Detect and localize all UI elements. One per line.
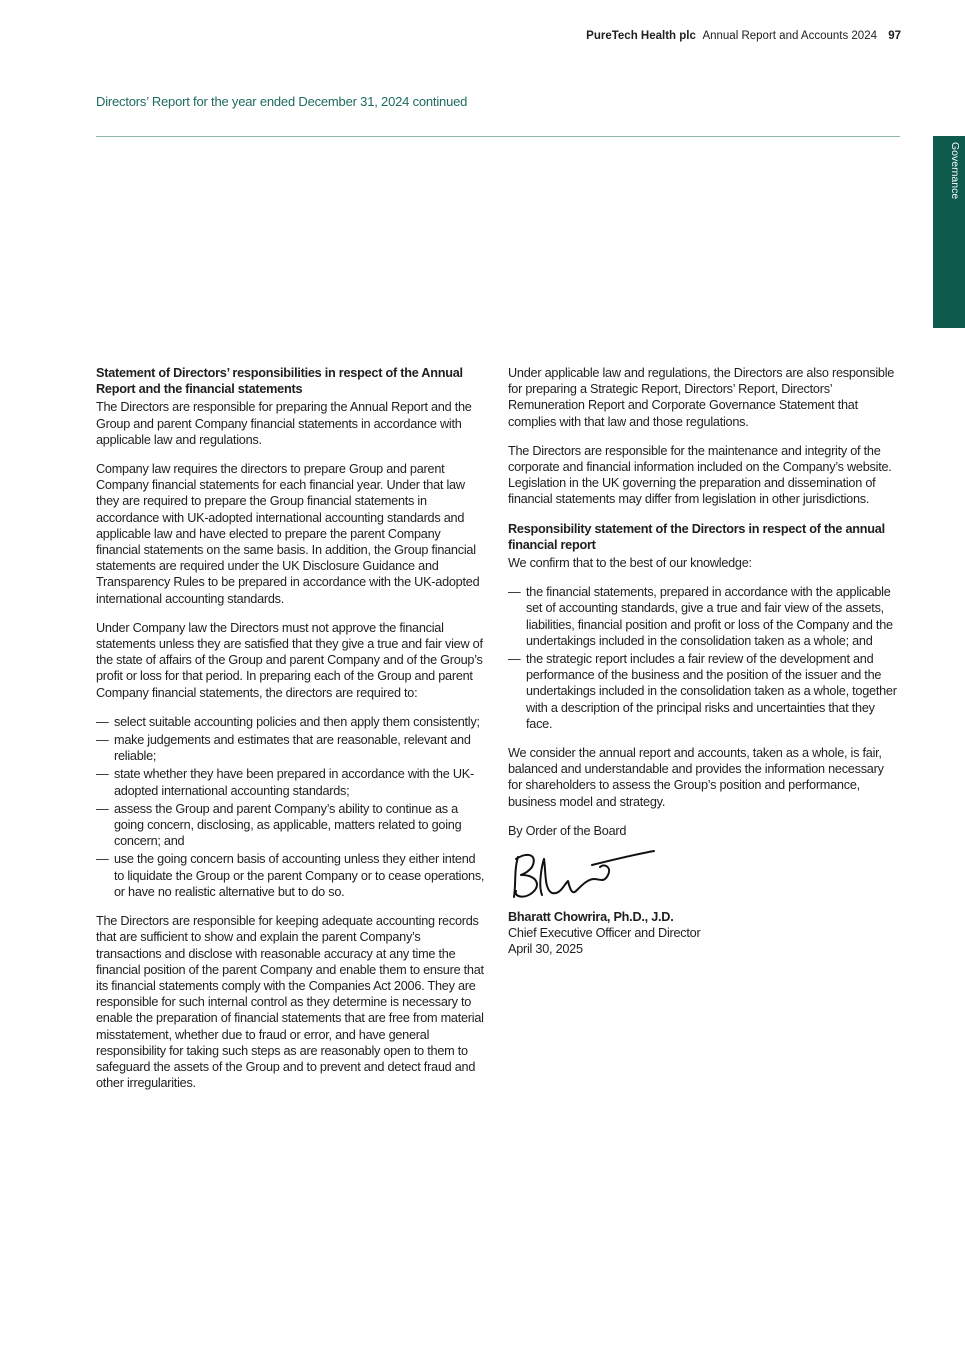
header-divider — [96, 136, 900, 137]
by-order-text: By Order of the Board — [508, 823, 627, 838]
list-item: — assess the Group and parent Company’s ability to continue as a going concern, disclosing, as applicable, matters related to going concern; and — [96, 801, 488, 850]
right-column — [508, 365, 900, 958]
right-paragraph-4: We consider the annual report and accounts, taken as a whole, is fair, balanced and understandable and provides the information necessary for shareholders to assess the Group’s position and performance, business model and strategy. — [508, 746, 884, 809]
left-paragraph-2: Company law requires the directors to prepare Group and parent Company financial statements for each financial year. Under that law they are required to prepare the Group financial statements in accordance with UK-adopted international accounting standards and applicable law and have elected to prepare the parent Company financial statements on the same basis. In addition, the Group financial statements are required under the UK Disclosure Guidance and Transparency Rules to be prepared in accordance with the UK-adopted international accounting standards. — [96, 462, 480, 606]
list-item: — the strategic report includes a fair review of the development and performance of the business and the position of the issuer and the undertakings included in the consolidation taken as a whole, together with a description of the principal risks and uncertainties that they face. — [508, 651, 900, 732]
left-bullet-list — [96, 714, 488, 900]
page-number: 97 — [888, 30, 901, 42]
right-bullet-list — [508, 584, 900, 732]
header-company: PureTech Health plc — [586, 30, 696, 42]
running-header — [586, 30, 901, 42]
signature-image — [508, 845, 658, 905]
signer-name: Bharatt Chowrira, Ph.D., J.D. — [508, 910, 674, 925]
header-report-title: Annual Report and Accounts 2024 — [702, 30, 877, 42]
signature-date: April 30, 2025 — [508, 942, 583, 957]
list-item: — state whether they have been prepared in accordance with the UK-adopted international accounting standards; — [96, 766, 488, 798]
list-item: — make judgements and estimates that are reasonable, relevant and reliable; — [96, 732, 488, 764]
signer-title: Chief Executive Officer and Director — [508, 926, 701, 941]
section-title: Directors’ Report for the year ended December 31, 2024 continued — [96, 94, 468, 109]
left-paragraph-4: The Directors are responsible for keeping adequate accounting records that are sufficient to show and explain the parent Company’s transactions and disclose with reasonable accuracy at any time the financial position of the parent Company and enable them to ensure that its financial statements comply with the Companies Act 2006. They are responsible for such internal control as they determine is necessary to enable the preparation of financial statements that are free from material misstatement, whether due to fraud or error, and have general responsibility for taking such steps as are reasonably open to them to safeguard the assets of the Group and to prevent and detect fraud and other irregularities. — [96, 914, 484, 1091]
right-heading: Responsibility statement of the Directors in respect of the annual financial report — [508, 521, 885, 552]
left-paragraph-1: The Directors are responsible for preparing the Annual Report and the Group and parent Company financial statements in accordance with applicable law and regulations. — [96, 400, 472, 447]
right-paragraph-2: The Directors are responsible for the maintenance and integrity of the corporate and financial information included on the Company’s website. Legislation in the UK governing the preparation and dissemination of financial statements may differ from legislation in other jurisdictions. — [508, 443, 892, 507]
left-column — [96, 365, 488, 1104]
side-tab-label: Governance — [949, 142, 961, 200]
list-item: — the financial statements, prepared in accordance with the applicable set of accounting standards, give a true and fair view of the assets, liabilities, financial position and profit or loss of the Company and the undertakings included in the consolidation taken as a whole; and — [508, 584, 900, 649]
left-heading: Statement of Directors’ responsibilities in respect of the Annual Report and the financial statements — [96, 366, 463, 397]
list-item: — select suitable accounting policies and then apply them consistently; — [96, 714, 488, 730]
right-paragraph-1: Under applicable law and regulations, the Directors are also responsible for preparing a Strategic Report, Directors’ Report, Directors’ Remuneration Report and Corporate Governance Statement that complies with that law and those regulations. — [508, 366, 895, 429]
left-paragraph-3: Under Company law the Directors must not approve the financial statements unless they are satisfied that they give a true and fair view of the state of affairs of the Group and parent Company and of the Group’s profit or loss for that period. In preparing each of the Group and parent Company financial statements, the directors are required to: — [96, 620, 483, 700]
side-tab-governance[interactable] — [933, 136, 965, 328]
right-paragraph-3: We confirm that to the best of our knowledge: — [508, 556, 752, 571]
list-item: — use the going concern basis of accounting unless they either intend to liquidate the Group or the parent Company or to cease operations, or have no realistic alternative but to do so. — [96, 851, 488, 900]
